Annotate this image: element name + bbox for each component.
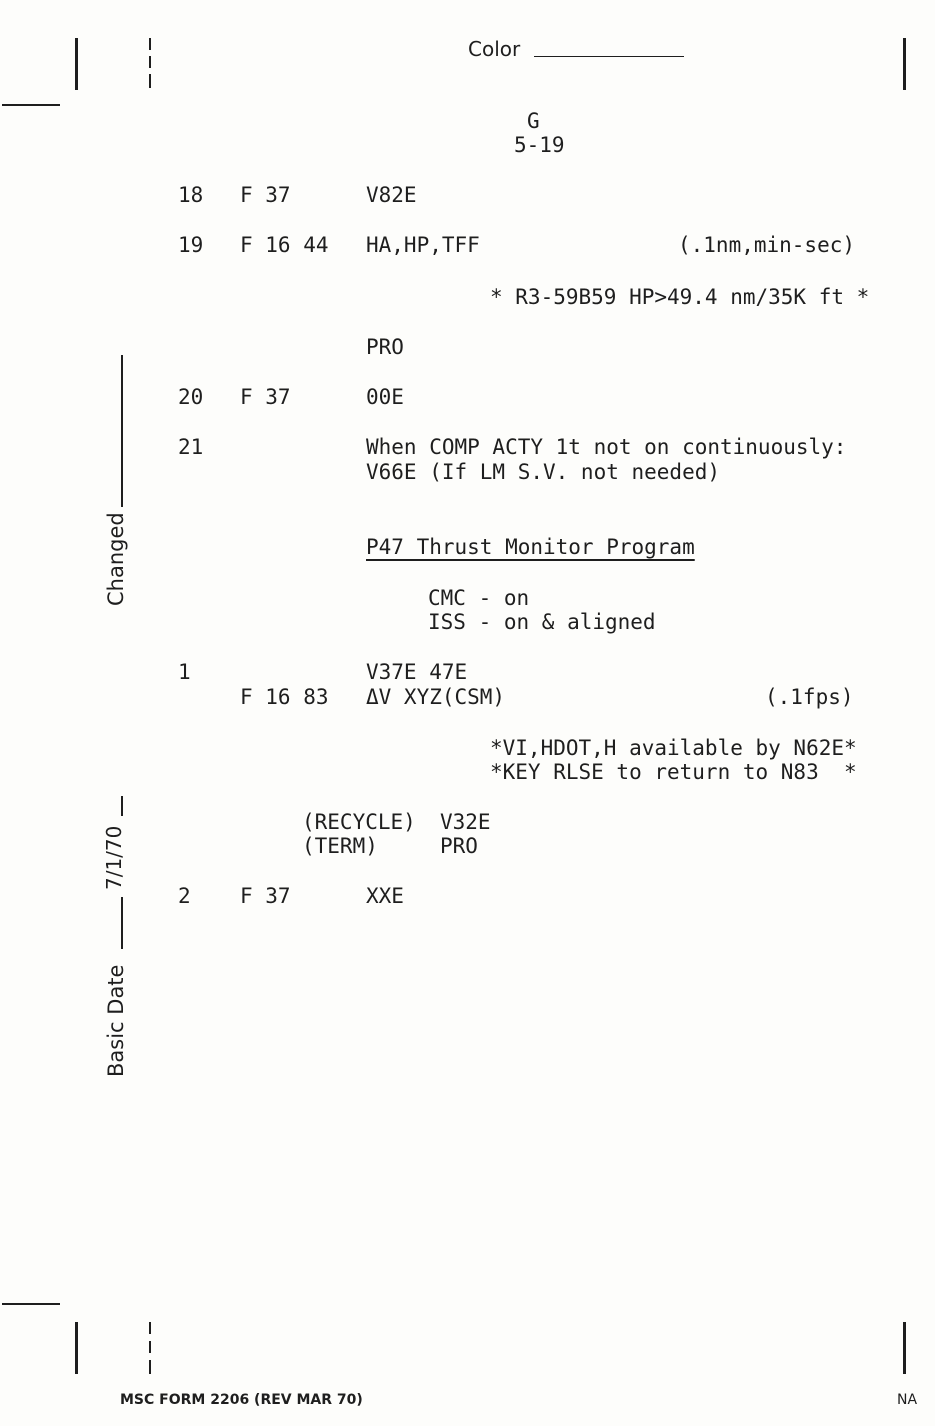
p47-step-1-action2: ΔV XYZ(CSM): [366, 685, 506, 709]
pro-action: PRO: [366, 335, 404, 359]
p47-title: P47 Thrust Monitor Program: [366, 535, 695, 559]
p47-step-2-display: F 37: [240, 884, 291, 908]
changed-label: Changed: [104, 512, 128, 606]
date-bar-upper: [121, 796, 123, 816]
step-20-action: 00E: [366, 385, 404, 409]
step-19-number: 19: [178, 233, 204, 257]
recycle-label: (RECYCLE): [302, 810, 416, 834]
corner-code: NA: [897, 1392, 918, 1408]
basic-date-label: Basic Date: [104, 964, 128, 1077]
note-hp-limit: * R3-59B59 HP>49.4 nm/35K ft *: [490, 285, 870, 309]
basic-date-value: 7/1/70: [102, 825, 126, 890]
changed-bar: [121, 355, 123, 507]
p47-step-2-number: 2: [178, 884, 191, 908]
form-id: MSC FORM 2206 (REV MAR 70): [120, 1392, 363, 1408]
term-action: PRO: [440, 834, 478, 858]
bottom-right-bar: [903, 1322, 906, 1374]
p47-step-2-action: XXE: [366, 884, 404, 908]
step-18-number: 18: [178, 183, 204, 207]
p47-note-key-rlse: *KEY RLSE to return to N83 *: [490, 760, 857, 784]
step-20-display: F 37: [240, 385, 291, 409]
p47-step-1-units: (.1fps): [765, 685, 854, 709]
color-label: Color: [468, 37, 521, 61]
top-left-bar: [75, 38, 78, 90]
top-tick-1: [149, 38, 151, 50]
recycle-action: V32E: [440, 810, 491, 834]
step-19-units: (.1nm,min-sec): [678, 233, 856, 257]
step-20-number: 20: [178, 385, 204, 409]
top-right-bar: [903, 38, 906, 90]
section-letter: G: [527, 109, 540, 133]
bottom-left-bar: [75, 1322, 78, 1374]
step-21-line1: When COMP ACTY 1t not on continuously:: [366, 435, 847, 459]
bottom-tick-1: [149, 1322, 151, 1334]
p47-note-n62e: *VI,HDOT,H available by N62E*: [490, 736, 857, 760]
step-21-line2: V66E (If LM S.V. not needed): [366, 460, 721, 484]
page-number: 5-19: [514, 133, 565, 157]
step-18-action: V82E: [366, 183, 417, 207]
p47-step-1-display: F 16 83: [240, 685, 329, 709]
p47-condition-cmc: CMC - on: [428, 586, 530, 610]
p47-step-1-number: 1: [178, 660, 191, 684]
color-blank-line: [534, 56, 684, 57]
bottom-left-dash: [2, 1303, 60, 1305]
term-label: (TERM): [302, 834, 378, 858]
step-21-number: 21: [178, 435, 204, 459]
date-bar-lower: [121, 897, 123, 949]
step-19-action: HA,HP,TFF: [366, 233, 480, 257]
p47-condition-iss: ISS - on & aligned: [428, 610, 656, 634]
step-19-display: F 16 44: [240, 233, 329, 257]
step-18-display: F 37: [240, 183, 291, 207]
top-left-dash: [2, 104, 60, 106]
p47-step-1-action1: V37E 47E: [366, 660, 468, 684]
bottom-tick-3: [149, 1360, 151, 1374]
bottom-tick-2: [149, 1341, 151, 1353]
top-tick-2: [149, 56, 151, 68]
top-tick-3: [149, 74, 151, 88]
